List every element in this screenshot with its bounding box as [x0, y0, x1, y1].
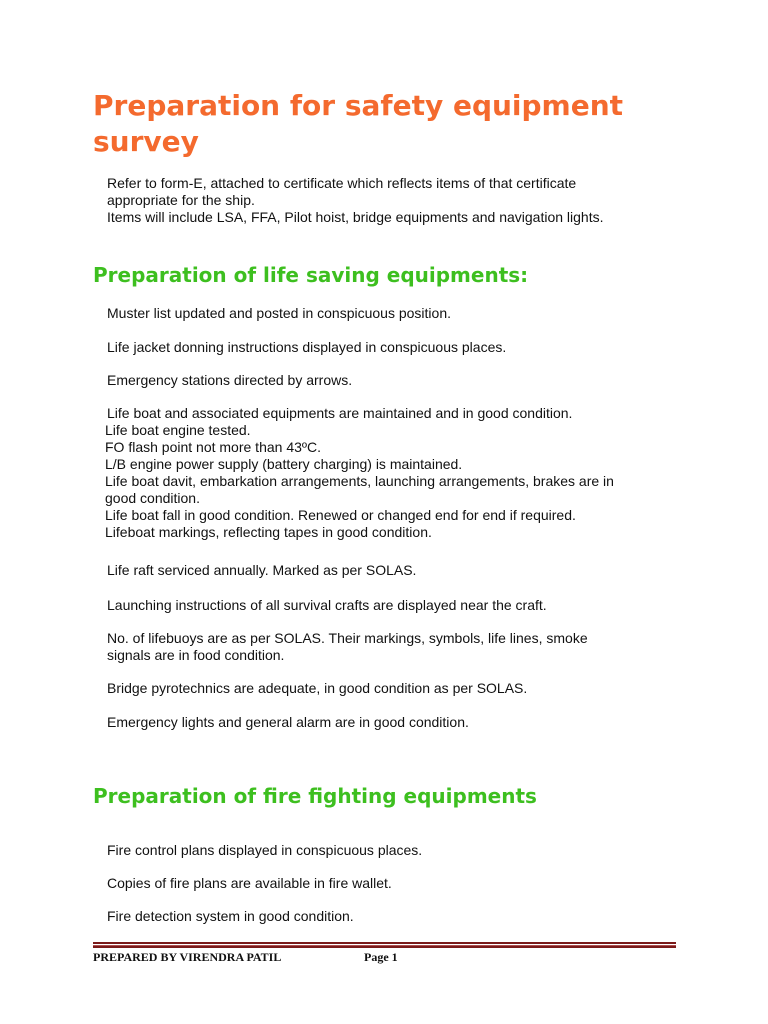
list-item: Life boat fall in good condition. Renewed or changed end for end if required. — [105, 507, 576, 523]
page-title: Preparation for safety equipment survey — [93, 89, 624, 158]
list-item: signals are in food condition. — [107, 647, 285, 663]
list-item: Bridge pyrotechnics are adequate, in good condition as per SOLAS. — [107, 680, 528, 696]
list-item: Emergency lights and general alarm are in good condition. — [107, 714, 469, 730]
list-item: Copies of fire plans are available in fire wallet. — [107, 875, 392, 891]
intro-line: Items will include LSA, FFA, Pilot hoist, bridge equipments and navigation lights. — [107, 209, 604, 225]
list-item: Life raft serviced annually. Marked as per SOLAS. — [107, 562, 417, 578]
ffa-heading: Preparation of fire fighting equipments — [93, 784, 537, 808]
list-item: Life boat engine tested. — [105, 422, 251, 438]
lsa-heading: Preparation of life saving equipments: — [93, 263, 529, 287]
list-item: Emergency stations directed by arrows. — [107, 372, 353, 388]
list-item: Life jacket donning instructions displayed in conspicuous places. — [107, 339, 507, 355]
list-item: Life boat and associated equipments are maintained and in good condition. — [107, 405, 573, 421]
list-item: Life boat davit, embarkation arrangements, launching arrangements, brakes are in — [105, 473, 614, 489]
list-item: FO flash point not more than 43ºC. — [105, 439, 322, 455]
intro-line: appropriate for the ship. — [107, 192, 255, 208]
footer-divider — [93, 942, 676, 948]
list-item: Lifeboat markings, reflecting tapes in good condition. — [105, 524, 432, 540]
list-item: Fire detection system in good condition. — [107, 908, 354, 924]
list-item: good condition. — [105, 490, 200, 506]
intro-paragraph — [107, 175, 687, 226]
list-item: Fire control plans displayed in conspicuous places. — [107, 842, 423, 858]
list-item: No. of lifebuoys are as per SOLAS. Their markings, symbols, life lines, smoke — [107, 630, 588, 646]
list-item: L/B engine power supply (battery charging) is maintained. — [105, 456, 463, 472]
list-item: Muster list updated and posted in conspicuous position. — [107, 305, 451, 321]
list-item: Launching instructions of all survival crafts are displayed near the craft. — [107, 597, 547, 613]
footer-page-number: Page 1 — [364, 950, 398, 964]
intro-line: Refer to form-E, attached to certificate which reflects items of that certificate — [107, 175, 577, 191]
footer-prepared-by: PREPARED BY VIRENDRA PATIL — [93, 950, 282, 964]
